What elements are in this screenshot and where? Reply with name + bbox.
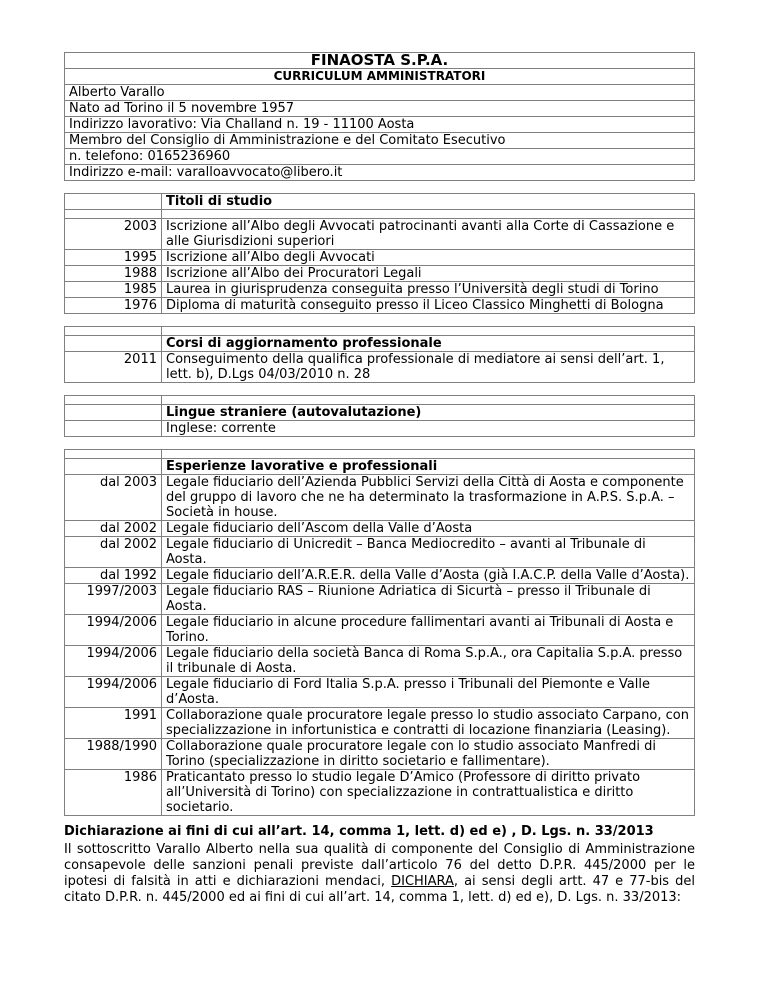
row-text: Legale fiduciario dell’Ascom della Valle d’Aosta — [162, 521, 695, 537]
curriculum-page — [64, 52, 695, 906]
row-text: Collaborazione quale procuratore legale presso lo studio associato Carpano, con specializzazione in infortunistica e contratti di locazione finanziaria (Leasing). — [162, 708, 695, 739]
row-text: Iscrizione all’Albo degli Avvocati — [162, 250, 695, 266]
table-row — [65, 584, 695, 615]
row-year: 1994/2006 — [65, 615, 162, 646]
table-row — [65, 421, 695, 437]
row-text: Conseguimento della qualifica professionale di mediatore ai sensi dell’art. 1, lett. b), D.Lgs 04/03/2010 n. 28 — [162, 352, 695, 383]
row-year: 1988/1990 — [65, 739, 162, 770]
row-year: 1991 — [65, 708, 162, 739]
table-row — [65, 615, 695, 646]
courses-title: Corsi di aggiornamento professionale — [162, 336, 695, 352]
declaration-dichiara: DICHIARA — [391, 874, 454, 889]
row-text: Inglese: corrente — [162, 421, 695, 437]
declaration-text — [64, 842, 695, 906]
row-text: Legale fiduciario dell’A.R.E.R. della Valle d’Aosta (già I.A.C.P. della Valle d’Aosta). — [162, 568, 695, 584]
document-subtitle: CURRICULUM AMMINISTRATORI — [65, 69, 695, 85]
row-year: dal 2003 — [65, 475, 162, 521]
row-text: Legale fiduciario in alcune procedure fallimentari avanti ai Tribunali di Aosta e Torino. — [162, 615, 695, 646]
declaration-text-after: , ai sensi degli artt. 47 e 77-bis del citato D.P.R. n. 445/2000 ed ai fini di cui all’art. 14, comma 1, lett. d) ed e), D. Lgs. n. 33/2013: — [64, 874, 695, 905]
row-text: Legale fiduciario RAS – Riunione Adriatica di Sicurtà – presso il Tribunale di Aosta. — [162, 584, 695, 615]
table-row — [65, 266, 695, 282]
table-row — [65, 352, 695, 383]
row-year: 1994/2006 — [65, 677, 162, 708]
row-year: 2011 — [65, 352, 162, 383]
row-year: dal 2002 — [65, 537, 162, 568]
table-row — [65, 646, 695, 677]
row-year: 2003 — [65, 219, 162, 250]
table-row — [65, 475, 695, 521]
table-row — [65, 770, 695, 816]
row-year: 1986 — [65, 770, 162, 816]
row-text: Legale fiduciario di Unicredit – Banca Mediocredito – avanti al Tribunale di Aosta. — [162, 537, 695, 568]
row-year: 1988 — [65, 266, 162, 282]
row-year: 1976 — [65, 298, 162, 314]
table-row — [65, 677, 695, 708]
row-text: Praticantato presso lo studio legale D’Amico (Professore di diritto privato all’Università di Torino) con specializzazione in contrattualistica e diritto societario. — [162, 770, 695, 816]
declaration-text-before: Il sottoscritto Varallo Alberto nella sua qualità di componente del Consiglio di Amministrazione consapevole delle sanzioni penali previste dall’articolo 76 del detto D.P.R. 445/2000 per le ipotesi di falsità in atti e dichiarazioni mendaci, — [64, 842, 695, 889]
header-table — [64, 52, 695, 181]
education-title: Titoli di studio — [162, 194, 695, 210]
table-row — [65, 568, 695, 584]
row-year: 1995 — [65, 250, 162, 266]
languages-title: Lingue straniere (autovalutazione) — [162, 405, 695, 421]
row-text: Collaborazione quale procuratore legale con lo studio associato Manfredi di Torino (specializzazione in diritto societario e fallimentare). — [162, 739, 695, 770]
row-text: Laurea in giurisprudenza conseguita presso l’Università degli studi di Torino — [162, 282, 695, 298]
row-text: Legale fiduciario di Ford Italia S.p.A. presso i Tribunali del Piemonte e Valle d’Aosta. — [162, 677, 695, 708]
row-text: Legale fiduciario della società Banca di Roma S.p.A., ora Capitalia S.p.A. presso il tribunale di Aosta. — [162, 646, 695, 677]
row-year: 1985 — [65, 282, 162, 298]
experience-table — [64, 449, 695, 816]
board-role: Membro del Consiglio di Amministrazione e del Comitato Esecutivo — [65, 133, 695, 149]
row-text: Iscrizione all’Albo degli Avvocati patrocinanti avanti alla Corte di Cassazione e alle Giurisdizioni superiori — [162, 219, 695, 250]
table-row — [65, 537, 695, 568]
table-row — [65, 739, 695, 770]
experience-title: Esperienze lavorative e professionali — [162, 459, 695, 475]
table-row — [65, 521, 695, 537]
work-address: Indirizzo lavorativo: Via Challand n. 19 - 11100 Aosta — [65, 117, 695, 133]
table-row — [65, 282, 695, 298]
row-year: dal 2002 — [65, 521, 162, 537]
declaration-title: Dichiarazione ai fini di cui all’art. 14, comma 1, lett. d) ed e) , D. Lgs. n. 33/2013 — [64, 824, 654, 839]
row-year: dal 1992 — [65, 568, 162, 584]
table-row — [65, 298, 695, 314]
person-name: Alberto Varallo — [65, 85, 695, 101]
row-text: Diploma di maturità conseguito presso il Liceo Classico Minghetti di Bologna — [162, 298, 695, 314]
table-row — [65, 250, 695, 266]
courses-table — [64, 326, 695, 383]
email-address: Indirizzo e-mail: varalloavvocato@libero.it — [65, 165, 695, 181]
birth-info: Nato ad Torino il 5 novembre 1957 — [65, 101, 695, 117]
education-table — [64, 193, 695, 314]
languages-table — [64, 395, 695, 437]
row-year: 1997/2003 — [65, 584, 162, 615]
table-row — [65, 708, 695, 739]
row-text: Iscrizione all’Albo dei Procuratori Legali — [162, 266, 695, 282]
row-year — [65, 421, 162, 437]
company-title: FINAOSTA S.P.A. — [65, 53, 695, 69]
row-text: Legale fiduciario dell’Azienda Pubblici Servizi della Città di Aosta e componente del gruppo di lavoro che ne ha determinato la trasformazione in A.P.S. S.p.A. – Società in house. — [162, 475, 695, 521]
row-year: 1994/2006 — [65, 646, 162, 677]
phone-number: n. telefono: 0165236960 — [65, 149, 695, 165]
table-row — [65, 219, 695, 250]
